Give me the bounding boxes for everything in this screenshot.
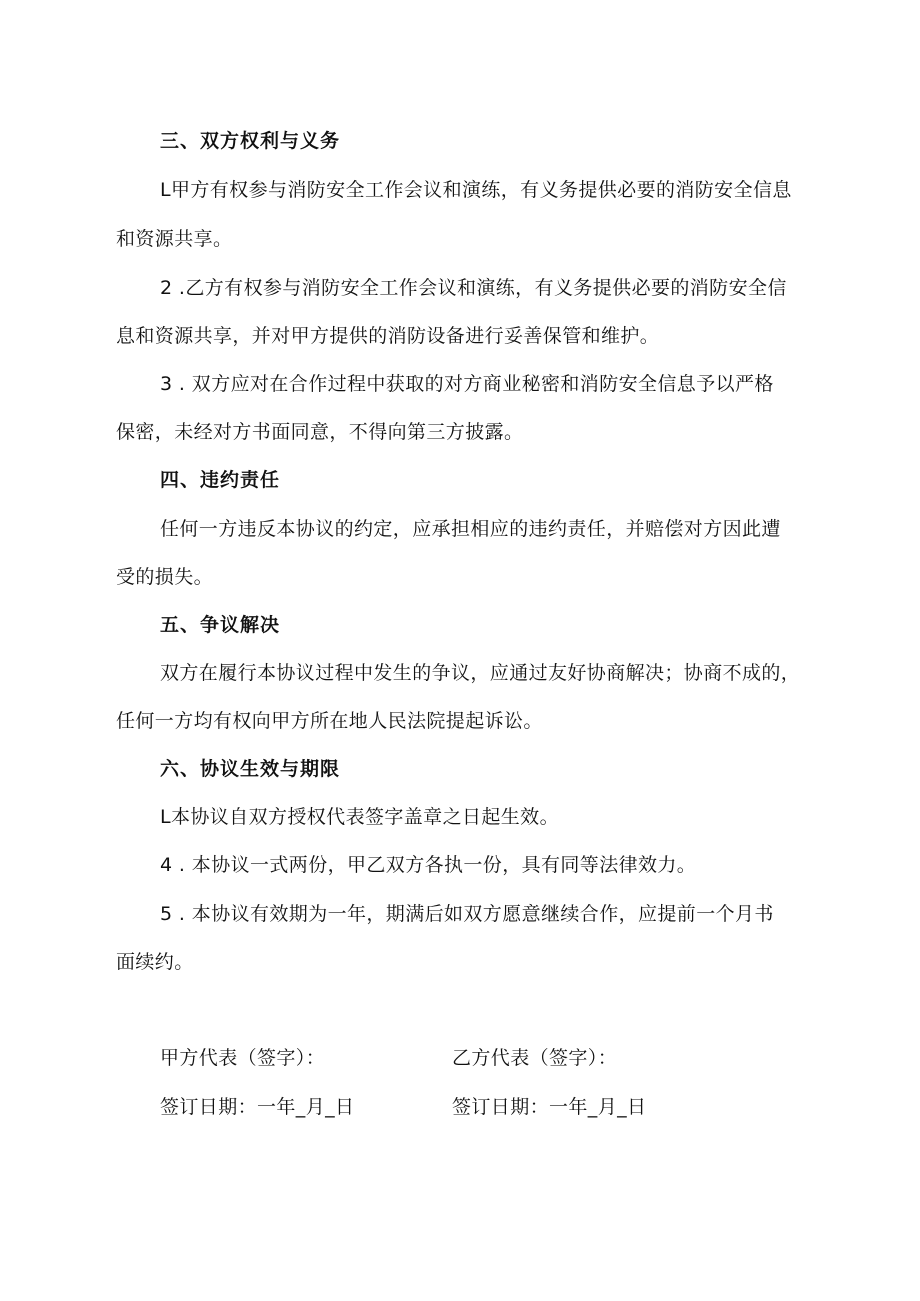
breach-paragraph-line-1: 任何一方违反本协议的约定，应承担相应的违约责任，并赔偿对方因此遭 bbox=[160, 518, 781, 540]
rights-paragraph-2-line-2: 息和资源共享，并对甲方提供的消防设备进行妥善保管和维护。 bbox=[116, 325, 660, 347]
section-heading-effect: 六、协议生效与期限 bbox=[160, 758, 341, 780]
rights-paragraph-1-line-2: 和资源共享。 bbox=[116, 228, 233, 250]
effect-paragraph-2: 4 . 本协议一式两份，甲乙双方各执一份，具有同等法律效力。 bbox=[160, 854, 697, 876]
section-heading-rights: 三、双方权利与义务 bbox=[160, 130, 341, 152]
effect-paragraph-3-line-1: 5 . 本协议有效期为一年，期满后如双方愿意继续合作，应提前一个月书 bbox=[160, 903, 774, 925]
section-heading-dispute: 五、争议解决 bbox=[160, 614, 281, 636]
dispute-paragraph-line-2: 任何一方均有权向甲方所在地人民法院提起诉讼。 bbox=[116, 710, 543, 732]
party-a-representative-label: 甲方代表（签字）： bbox=[160, 1047, 326, 1069]
party-b-representative-label: 乙方代表（签字）： bbox=[452, 1047, 618, 1069]
party-b-signing-date: 签订日期：一年_月_日 bbox=[452, 1096, 647, 1118]
breach-paragraph-line-2: 受的损失。 bbox=[116, 566, 214, 588]
rights-paragraph-3-line-1: 3 . 双方应对在合作过程中获取的对方商业秘密和消防安全信息予以严格 bbox=[160, 373, 774, 395]
effect-paragraph-1: L本协议自双方授权代表签字盖章之日起生效。 bbox=[160, 806, 559, 828]
rights-paragraph-2-line-1: 2 .乙方有权参与消防安全工作会议和演练，有义务提供必要的消防安全信 bbox=[160, 277, 787, 299]
rights-paragraph-3-line-2: 保密，未经对方书面同意，不得向第三方披露。 bbox=[116, 421, 524, 443]
rights-paragraph-1-line-1: L甲方有权参与消防安全工作会议和演练，有义务提供必要的消防安全信息 bbox=[160, 179, 792, 201]
party-a-signing-date: 签订日期：一年_月_日 bbox=[160, 1096, 355, 1118]
section-heading-breach: 四、违约责任 bbox=[160, 469, 281, 491]
dispute-paragraph-line-1: 双方在履行本协议过程中发生的争议，应通过友好协商解决；协商不成的， bbox=[160, 662, 801, 684]
effect-paragraph-3-line-2: 面续约。 bbox=[116, 951, 194, 973]
